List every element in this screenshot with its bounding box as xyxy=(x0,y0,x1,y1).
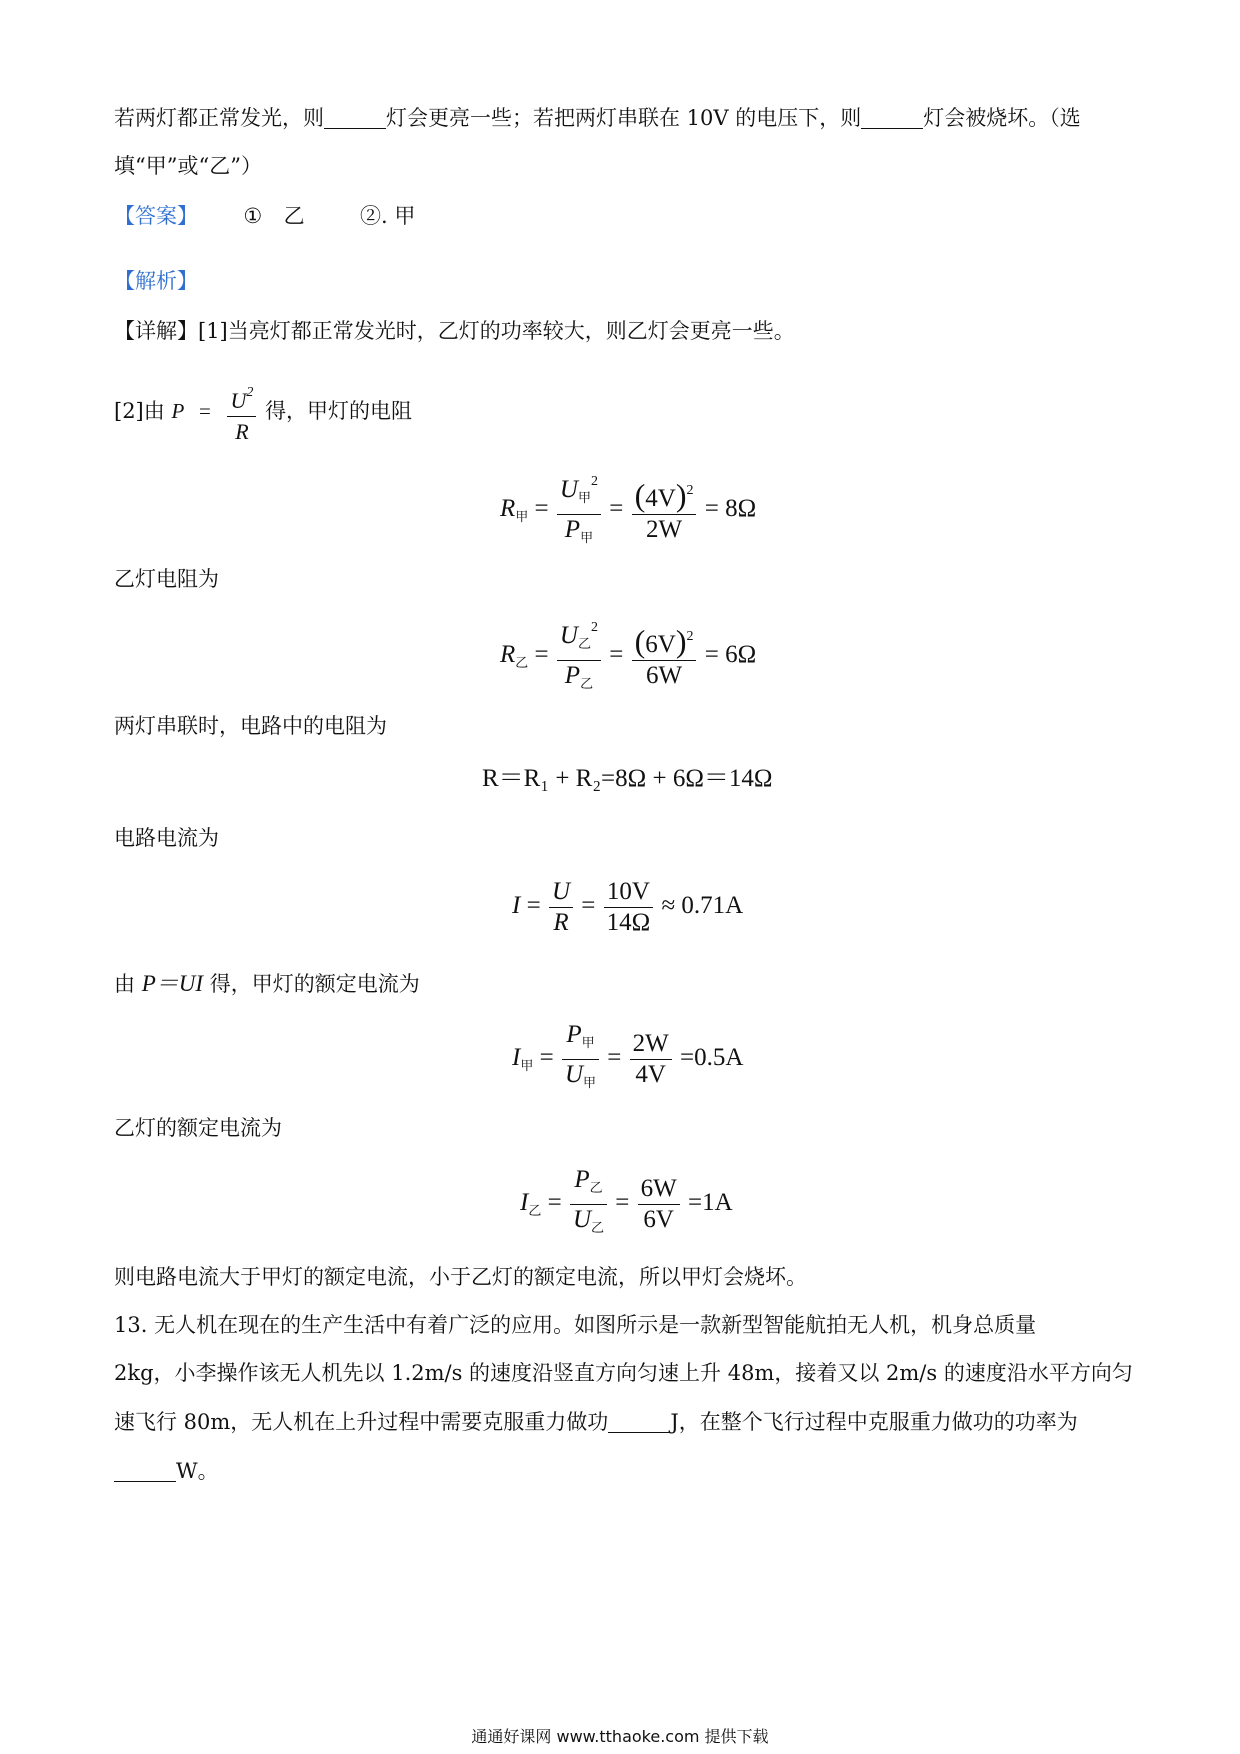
equation-i-jia: $I_甲$ = $\frac{P_甲}{U_甲}$ = $\frac{2W}{4V}$ =0.5A xyxy=(512,1021,744,1091)
answer-blank-3[interactable] xyxy=(608,1410,670,1433)
answer-number-1: ① xyxy=(243,204,263,228)
detail-text: [1]当亮灯都正常发光时，乙灯的功率较大，则乙灯会更亮一些。 xyxy=(198,319,795,343)
answer-value-2: 甲 xyxy=(394,204,416,228)
answer-value-1: 乙 xyxy=(283,204,305,228)
answer-blank-2[interactable] xyxy=(861,106,923,129)
rated-current-label: 由 P＝UI 得，甲灯的额定电流为 xyxy=(114,971,420,996)
detail-label: 【详解】 xyxy=(114,319,198,343)
q13-line-3: 速飞行 80m，无人机在上升过程中需要克服重力做功 J，在整个飞行过程中克服重力做功的功率为 xyxy=(114,1410,1078,1434)
formula-fraction: $\frac{U^2}{R}$ xyxy=(227,378,256,447)
equation-current: I = $\frac{U}{R}$ = $\frac{10V}{14\Omega}$ ≈ 0.71A xyxy=(512,878,744,936)
yi-resistance-label: 乙灯电阻为 xyxy=(114,567,219,591)
answer-line xyxy=(114,201,415,231)
formula-p-ui: P＝UI xyxy=(141,971,204,996)
equation-i-yi: $I_乙$ = $\frac{P_乙}{U_乙}$ = $\frac{6W}{6V}$ =1A xyxy=(520,1166,733,1236)
question-text-line-1 xyxy=(114,103,1081,133)
step2-line xyxy=(114,378,412,447)
question-text: 若两灯都正常发光，则 xyxy=(114,106,324,130)
formula-p: P xyxy=(171,399,185,423)
question-text-line-2: 填“甲”或“乙”） xyxy=(114,154,262,178)
equation-series-resistance: R＝R₁ + R₂=8Ω + 6Ω＝14Ω xyxy=(482,765,773,792)
question-text: 灯会被烧坏。（选 xyxy=(923,106,1081,130)
answer-number-2: ②. xyxy=(359,204,388,228)
step2-prefix: [2]由 xyxy=(114,399,165,423)
page-footer: 通通好课网 www.tthaoke.com 提供下载 xyxy=(471,1727,769,1746)
answer-blank-1[interactable] xyxy=(324,106,386,129)
answer-label: 【答案】 xyxy=(114,204,198,228)
analysis-label: 【解析】 xyxy=(114,269,198,293)
q13-line-1: 13. 无人机在现在的生产生活中有着广泛的应用。如图所示是一款新型智能航拍无人机，机身总质量 xyxy=(114,1313,1037,1337)
yi-rated-label: 乙灯的额定电流为 xyxy=(114,1116,282,1140)
equation-r-jia: $R_甲$ = $\frac{U_甲^2}{P_甲}$ = $\frac{(4V)^2}{2W}$ = 8Ω xyxy=(500,474,757,546)
formula-equals: = xyxy=(198,399,211,423)
equation-r-yi: $R_乙$ = $\frac{U_乙^2}{P_乙}$ = $\frac{(6V)^2}{6W}$ = 6Ω xyxy=(500,620,757,692)
series-label: 两灯串联时，电路中的电阻为 xyxy=(114,714,387,738)
q13-line-4: W。 xyxy=(114,1456,219,1486)
conclusion: 则电路电流大于甲灯的额定电流，小于乙灯的额定电流，所以甲灯会烧坏。 xyxy=(114,1265,807,1289)
answer-blank-4[interactable] xyxy=(114,1459,176,1482)
detail-line xyxy=(114,316,795,346)
q13-line-2: 2kg，小李操作该无人机先以 1.2m/s 的速度沿竖直方向匀速上升 48m，接着又以 2m/s 的速度沿水平方向匀 xyxy=(114,1361,1133,1385)
current-label: 电路电流为 xyxy=(114,826,219,850)
question-text: 灯会更亮一些；若把两灯串联在 10V 的电压下，则 xyxy=(386,106,862,130)
step2-suffix: 得，甲灯的电阻 xyxy=(265,399,413,423)
